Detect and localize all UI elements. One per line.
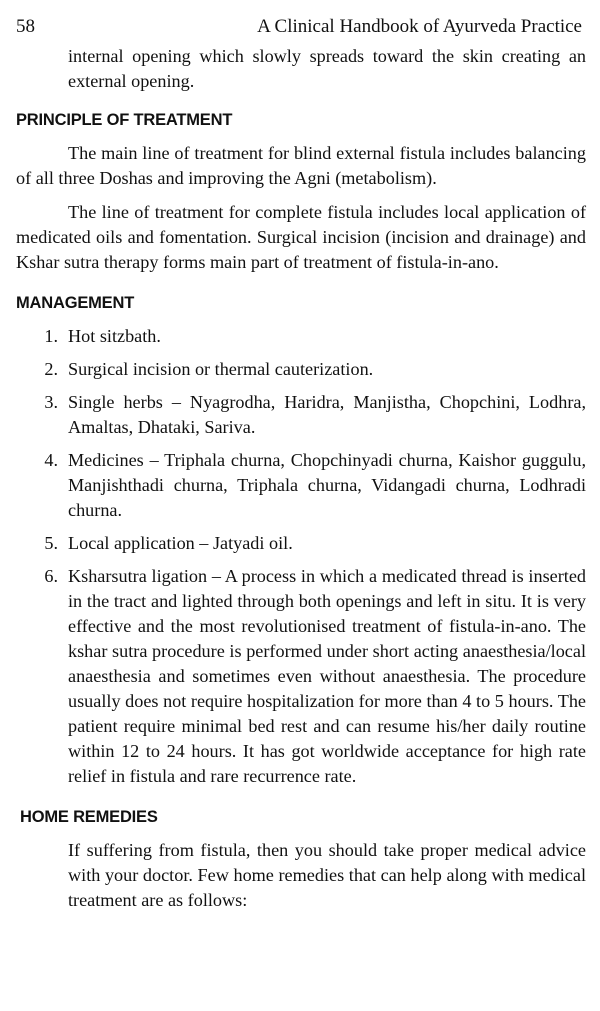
list-item (16, 531, 586, 556)
list-item (16, 564, 586, 789)
list-item-number: 5. (44, 533, 58, 553)
list-item-text: Ksharsutra ligation – A process in which a medicated thread is inserted in the tract and lighted through both openings and left in situ. It is very effective and the most revolutionised treatment of fistula-in-ano. The kshar sutra procedure is performed under short acting anaesthesia/local anaesthesia and sometimes even without anaesthesia. The procedure usually does not require hospitalization for more than 4 to 5 hours. The patient require minimal bed rest and can resume his/her daily routine within 12 to 24 hours. It has got worldwide acceptance for high rate relief in fistula and rare recurrence rate. (68, 566, 586, 786)
home-remedies-heading: HOME REMEDIES (20, 808, 158, 826)
principle-paragraph-1: The main line of treatment for blind external fistula includes balancing of all three Doshas and improving the Agni (metabolism). (16, 143, 586, 188)
book-title: A Clinical Handbook of Ayurveda Practice (257, 16, 582, 37)
list-item-number: 2. (44, 359, 58, 379)
list-item-text: Hot sitzbath. (68, 326, 161, 346)
list-item (16, 357, 586, 382)
page-number: 58 (16, 16, 35, 37)
home-remedies-paragraph: If suffering from fistula, then you should take proper medical advice with your doctor. Few home remedies that can help along with medical treatment are as follows: (68, 840, 586, 910)
list-item-text: Single herbs – Nyagrodha, Haridra, Manjistha, Chopchini, Lodhra, Amaltas, Dhataki, Sariva. (68, 392, 586, 437)
list-item-text: Medicines – Triphala churna, Chopchinyadi churna, Kaishor guggulu, Manjishthadi churna, Triphala churna, Vidangadi churna, Lodhradi churna. (68, 450, 586, 520)
list-item-number: 3. (44, 392, 58, 412)
list-item-text: Local application – Jatyadi oil. (68, 533, 293, 553)
list-item (16, 324, 586, 349)
list-item (16, 448, 586, 523)
principle-paragraph-2: The line of treatment for complete fistula includes local application of medicated oils and fomentation. Surgical incision (incision and drainage) and Kshar sutra therapy forms main part of treatment of fistula-in-ano. (16, 202, 586, 272)
principle-heading: PRINCIPLE OF TREATMENT (16, 111, 233, 129)
management-list (16, 324, 586, 789)
list-item-number: 1. (44, 326, 58, 346)
list-item-number: 6. (44, 566, 58, 586)
list-item-text: Surgical incision or thermal cauterization. (68, 359, 374, 379)
management-heading: MANAGEMENT (16, 294, 135, 312)
list-item-number: 4. (44, 450, 58, 470)
running-header (16, 14, 586, 40)
list-item (16, 390, 586, 440)
intro-continuation: internal opening which slowly spreads toward the skin creating an external opening. (68, 46, 586, 91)
